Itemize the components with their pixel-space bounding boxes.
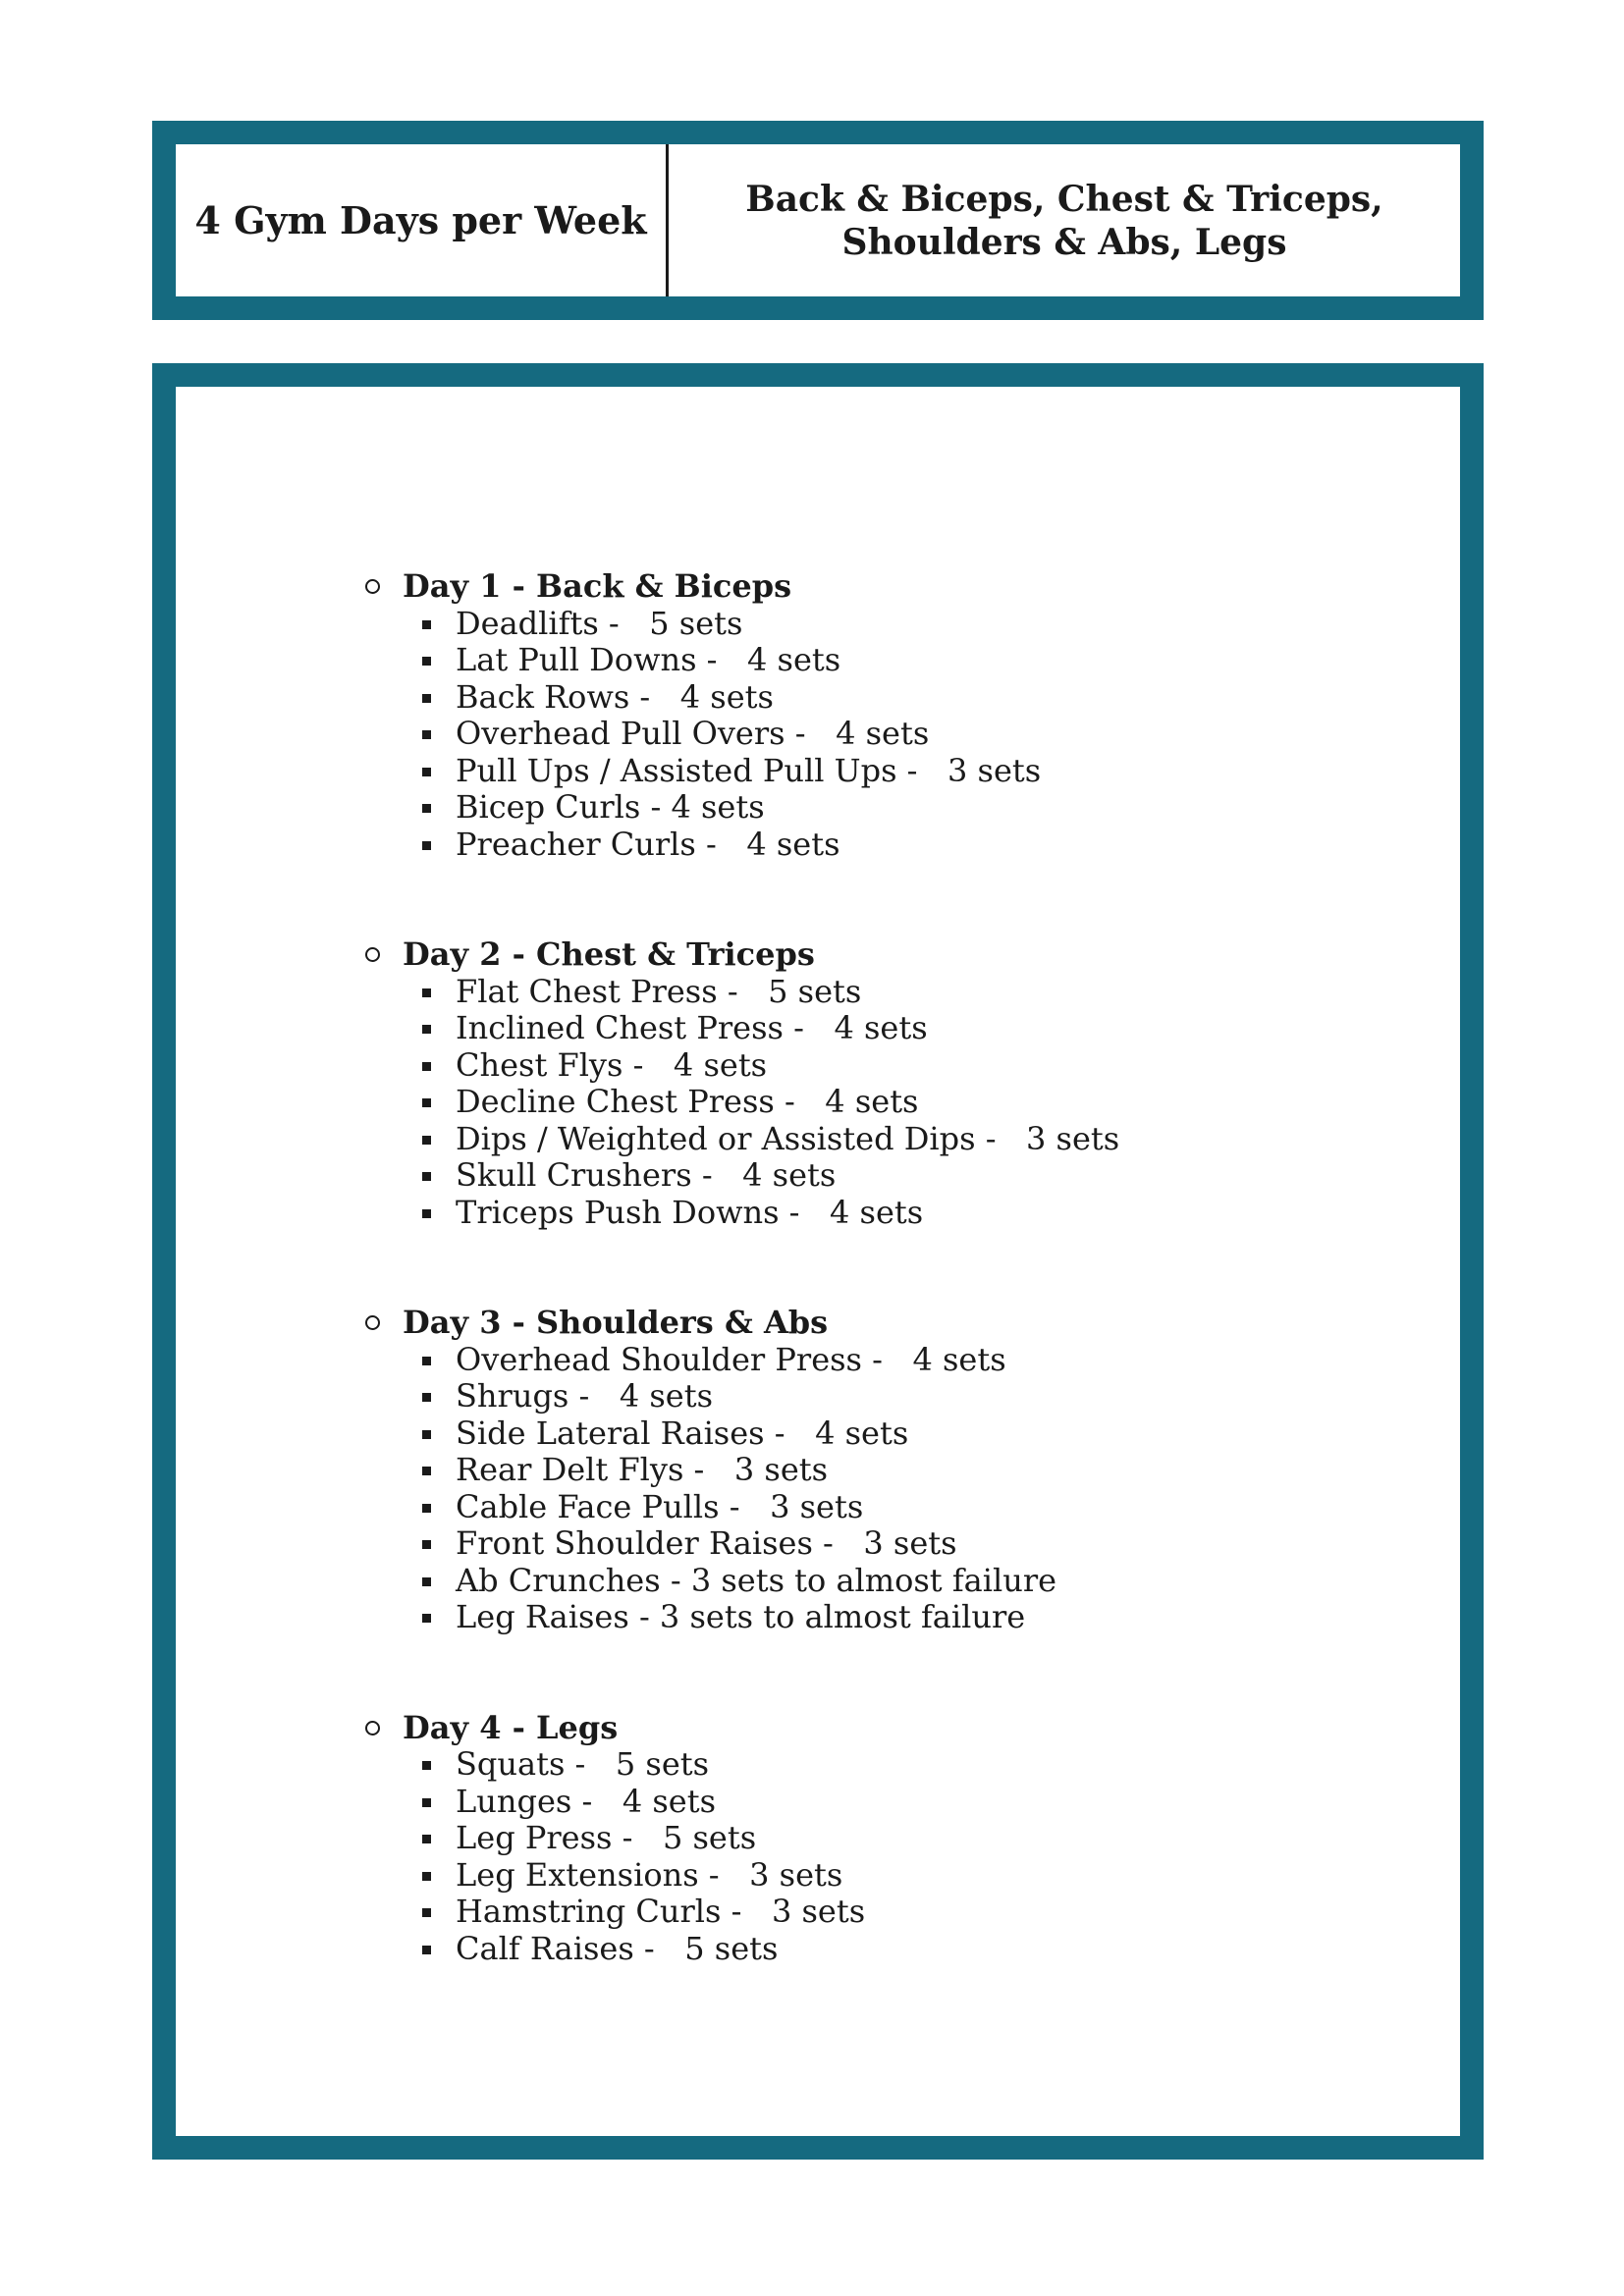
exercise-text: Overhead Pull Overs - 4 sets [456, 715, 930, 752]
circle-bullet-icon [365, 1315, 380, 1330]
exercise-item [365, 1931, 1119, 1968]
square-bullet-icon [422, 657, 431, 666]
exercise-item [365, 1746, 1119, 1784]
square-bullet-icon [422, 1908, 431, 1917]
exercise-item [365, 1415, 1119, 1453]
square-bullet-icon [422, 620, 431, 629]
exercise-text: Calf Raises - 5 sets [456, 1929, 779, 1967]
day-title-text: Day 2 - Chest & Triceps [403, 935, 815, 973]
square-bullet-icon [422, 1946, 431, 1954]
exercise-list [365, 1746, 1119, 1967]
day-title-text: Day 1 - Back & Biceps [403, 567, 792, 605]
exercise-item [365, 1378, 1119, 1415]
square-bullet-icon [422, 1062, 431, 1071]
circle-bullet-icon [365, 1721, 380, 1735]
exercise-item [365, 974, 1119, 1011]
exercise-item [365, 1342, 1119, 1379]
square-bullet-icon [422, 1798, 431, 1807]
exercise-item [365, 1525, 1119, 1563]
exercise-text: Front Shoulder Raises - 3 sets [456, 1524, 957, 1562]
square-bullet-icon [422, 1835, 431, 1843]
square-bullet-icon [422, 1430, 431, 1439]
square-bullet-icon [422, 1098, 431, 1107]
exercise-text: Cable Face Pulls - 3 sets [456, 1487, 864, 1525]
exercise-text: Lat Pull Downs - 4 sets [456, 641, 841, 678]
day-title [365, 568, 1119, 606]
exercise-text: Chest Flys - 4 sets [456, 1045, 768, 1084]
exercise-text: Side Lateral Raises - 4 sets [456, 1414, 909, 1452]
day-title [365, 1305, 1119, 1342]
day-section [365, 1305, 1119, 1636]
exercise-text: Leg Raises - 3 sets to almost failure [456, 1598, 1026, 1635]
square-bullet-icon [422, 1467, 431, 1475]
exercise-text: Flat Chest Press - 5 sets [456, 972, 862, 1010]
schedule-title: 4 Gym Days per Week [194, 198, 647, 242]
square-bullet-icon [422, 1357, 431, 1365]
exercise-text: Ab Crunches - 3 sets to almost failure [456, 1561, 1057, 1599]
square-bullet-icon [422, 768, 431, 776]
square-bullet-icon [422, 1577, 431, 1586]
exercise-item [365, 642, 1119, 679]
exercise-item [365, 1784, 1119, 1821]
exercise-text: Bicep Curls - 4 sets [456, 788, 765, 826]
content-box [152, 363, 1484, 2160]
exercise-item [365, 1010, 1119, 1047]
square-bullet-icon [422, 1540, 431, 1549]
exercise-text: Triceps Push Downs - 4 sets [456, 1193, 924, 1231]
split-summary: Back & Biceps, Chest & Triceps, Shoulders & Abs, Legs [745, 178, 1383, 263]
exercise-item [365, 1047, 1119, 1085]
day-title [365, 936, 1119, 974]
exercise-text: Skull Crushers - 4 sets [456, 1156, 837, 1194]
exercise-item [365, 1599, 1119, 1636]
square-bullet-icon [422, 804, 431, 813]
exercise-item [365, 1894, 1119, 1931]
square-bullet-icon [422, 1872, 431, 1881]
header-right-cell [669, 144, 1460, 296]
day-title-text: Day 3 - Shoulders & Abs [403, 1304, 829, 1341]
workout-plan [365, 568, 1119, 2041]
exercise-text: Dips / Weighted or Assisted Dips - 3 sets [456, 1119, 1120, 1157]
exercise-text: Pull Ups / Assisted Pull Ups - 3 sets [456, 751, 1042, 789]
exercise-list [365, 1342, 1119, 1636]
exercise-item [365, 1452, 1119, 1489]
exercise-item [365, 1563, 1119, 1600]
exercise-text: Deadlifts - 5 sets [456, 604, 743, 642]
exercise-text: Shrugs - 4 sets [456, 1377, 714, 1415]
square-bullet-icon [422, 1172, 431, 1181]
exercise-item [365, 606, 1119, 643]
circle-bullet-icon [365, 579, 380, 594]
day-section [365, 936, 1119, 1231]
exercise-item [365, 1489, 1119, 1526]
exercise-list [365, 606, 1119, 864]
square-bullet-icon [422, 1136, 431, 1145]
day-title [365, 1710, 1119, 1747]
exercise-text: Overhead Shoulder Press - 4 sets [456, 1340, 1006, 1378]
day-section [365, 568, 1119, 863]
exercise-list [365, 974, 1119, 1232]
exercise-item [365, 679, 1119, 717]
square-bullet-icon [422, 1614, 431, 1623]
exercise-item [365, 1084, 1119, 1121]
exercise-text: Leg Press - 5 sets [456, 1819, 757, 1856]
exercise-text: Inclined Chest Press - 4 sets [456, 1009, 928, 1046]
square-bullet-icon [422, 1393, 431, 1402]
exercise-item [365, 1820, 1119, 1857]
square-bullet-icon [422, 1025, 431, 1034]
square-bullet-icon [422, 730, 431, 739]
square-bullet-icon [422, 694, 431, 703]
exercise-text: Preacher Curls - 4 sets [456, 825, 840, 863]
square-bullet-icon [422, 988, 431, 997]
exercise-text: Back Rows - 4 sets [456, 677, 774, 716]
exercise-item [365, 716, 1119, 753]
header-box [152, 121, 1484, 320]
exercise-item [365, 827, 1119, 864]
header-left-cell [176, 144, 669, 296]
exercise-text: Hamstring Curls - 3 sets [456, 1893, 866, 1930]
square-bullet-icon [422, 1504, 431, 1513]
exercise-text: Rear Delt Flys - 3 sets [456, 1451, 829, 1488]
exercise-item [365, 1195, 1119, 1232]
square-bullet-icon [422, 1209, 431, 1218]
exercise-text: Lunges - 4 sets [456, 1782, 716, 1820]
day-section [365, 1710, 1119, 1968]
square-bullet-icon [422, 1761, 431, 1770]
square-bullet-icon [422, 841, 431, 850]
circle-bullet-icon [365, 947, 380, 962]
exercise-item [365, 753, 1119, 790]
exercise-item [365, 789, 1119, 827]
exercise-item [365, 1857, 1119, 1895]
exercise-text: Squats - 5 sets [456, 1745, 710, 1783]
exercise-item [365, 1157, 1119, 1195]
exercise-text: Decline Chest Press - 4 sets [456, 1083, 919, 1120]
exercise-text: Leg Extensions - 3 sets [456, 1855, 843, 1894]
day-title-text: Day 4 - Legs [403, 1708, 619, 1746]
exercise-item [365, 1121, 1119, 1158]
